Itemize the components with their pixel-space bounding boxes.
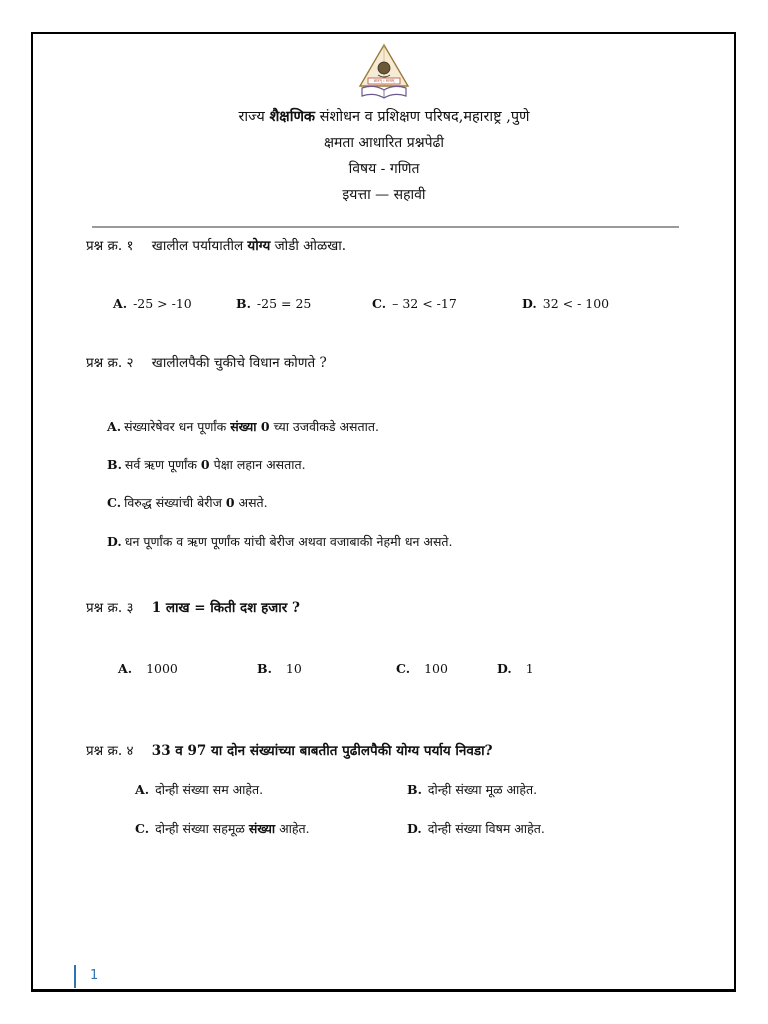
question-3 [86,598,300,616]
q3-option-d: D. 1 [497,661,534,676]
q4-option-a: A. दोन्ही संख्या सम आहेत. [135,782,264,797]
header-divider [92,226,679,228]
q3-option-a: A. 1000 [118,661,178,676]
q1-option-c: C. – 32 < -17 [372,296,457,311]
q4-option-b: B. दोन्ही संख्या मूळ आहेत. [407,782,538,797]
question-number: प्रश्न क्र. ४ [86,743,134,759]
question-number: प्रश्न क्र. ३ [86,600,134,616]
logo-banner-text: ज्ञानम् । सत्यम् [373,78,395,83]
question-1: प्रश्न क्र. १ खालील पर्यायातील योग्य जोडी ओळखा. [86,238,347,254]
q2-option-c: C. विरुद्ध संख्यांची बेरीज 0 असते. [107,495,268,510]
q1-option-d: D. 32 < - 100 [522,296,610,311]
subject-line: विषय - गणित [348,161,420,177]
question-number: प्रश्न क्र. २ [86,355,134,371]
page-number: 1 [90,968,99,983]
q2-option-d: D. धन पूर्णांक व ऋण पूर्णांक यांची बेरीज अथवा वजाबाकी नेहमी धन असते. [107,534,453,549]
q2-option-b: B. सर्व ऋण पूर्णांक 0 पेक्षा लहान असतात. [107,457,306,472]
q3-option-c: C. 100 [396,661,448,676]
org-name: राज्य शैक्षणिक संशोधन व प्रशिक्षण परिषद,महाराष्ट्र ,पुणे [238,108,530,125]
q2-option-a: A. संख्यारेषेवर धन पूर्णांक संख्या 0 च्या उजवीकडे असतात. [107,419,379,434]
grade-line: इयत्ता — सहावी [342,187,426,203]
institute-logo-icon [352,42,416,104]
q1-option-b: B. -25 = 25 [236,296,312,311]
question-text: 33 व 97 या दोन संख्यांच्या बाबतीत पुढीलपैकी योग्य पर्याय निवडा? [151,743,493,759]
question-text: खालील पर्यायातील [151,238,248,254]
question-4 [86,741,493,759]
page-number-bar [74,965,76,988]
question-2 [86,353,327,371]
question-number: प्रश्न क्र. १ [86,238,134,254]
q1-option-a: A. -25 > -10 [113,296,192,311]
q4-option-d: D. दोन्ही संख्या विषम आहेत. [407,821,545,836]
q3-option-b: B. 10 [257,661,302,676]
question-text: खालीलपैकी चुकीचे विधान कोणते ? [151,355,327,371]
bank-subtitle: क्षमता आधारित प्रश्नपेढी [323,135,445,151]
q4-option-c: C. दोन्ही संख्या सहमूळ संख्या आहेत. [135,821,310,836]
question-text: 1 लाख = किती दश हजार ? [151,600,300,616]
